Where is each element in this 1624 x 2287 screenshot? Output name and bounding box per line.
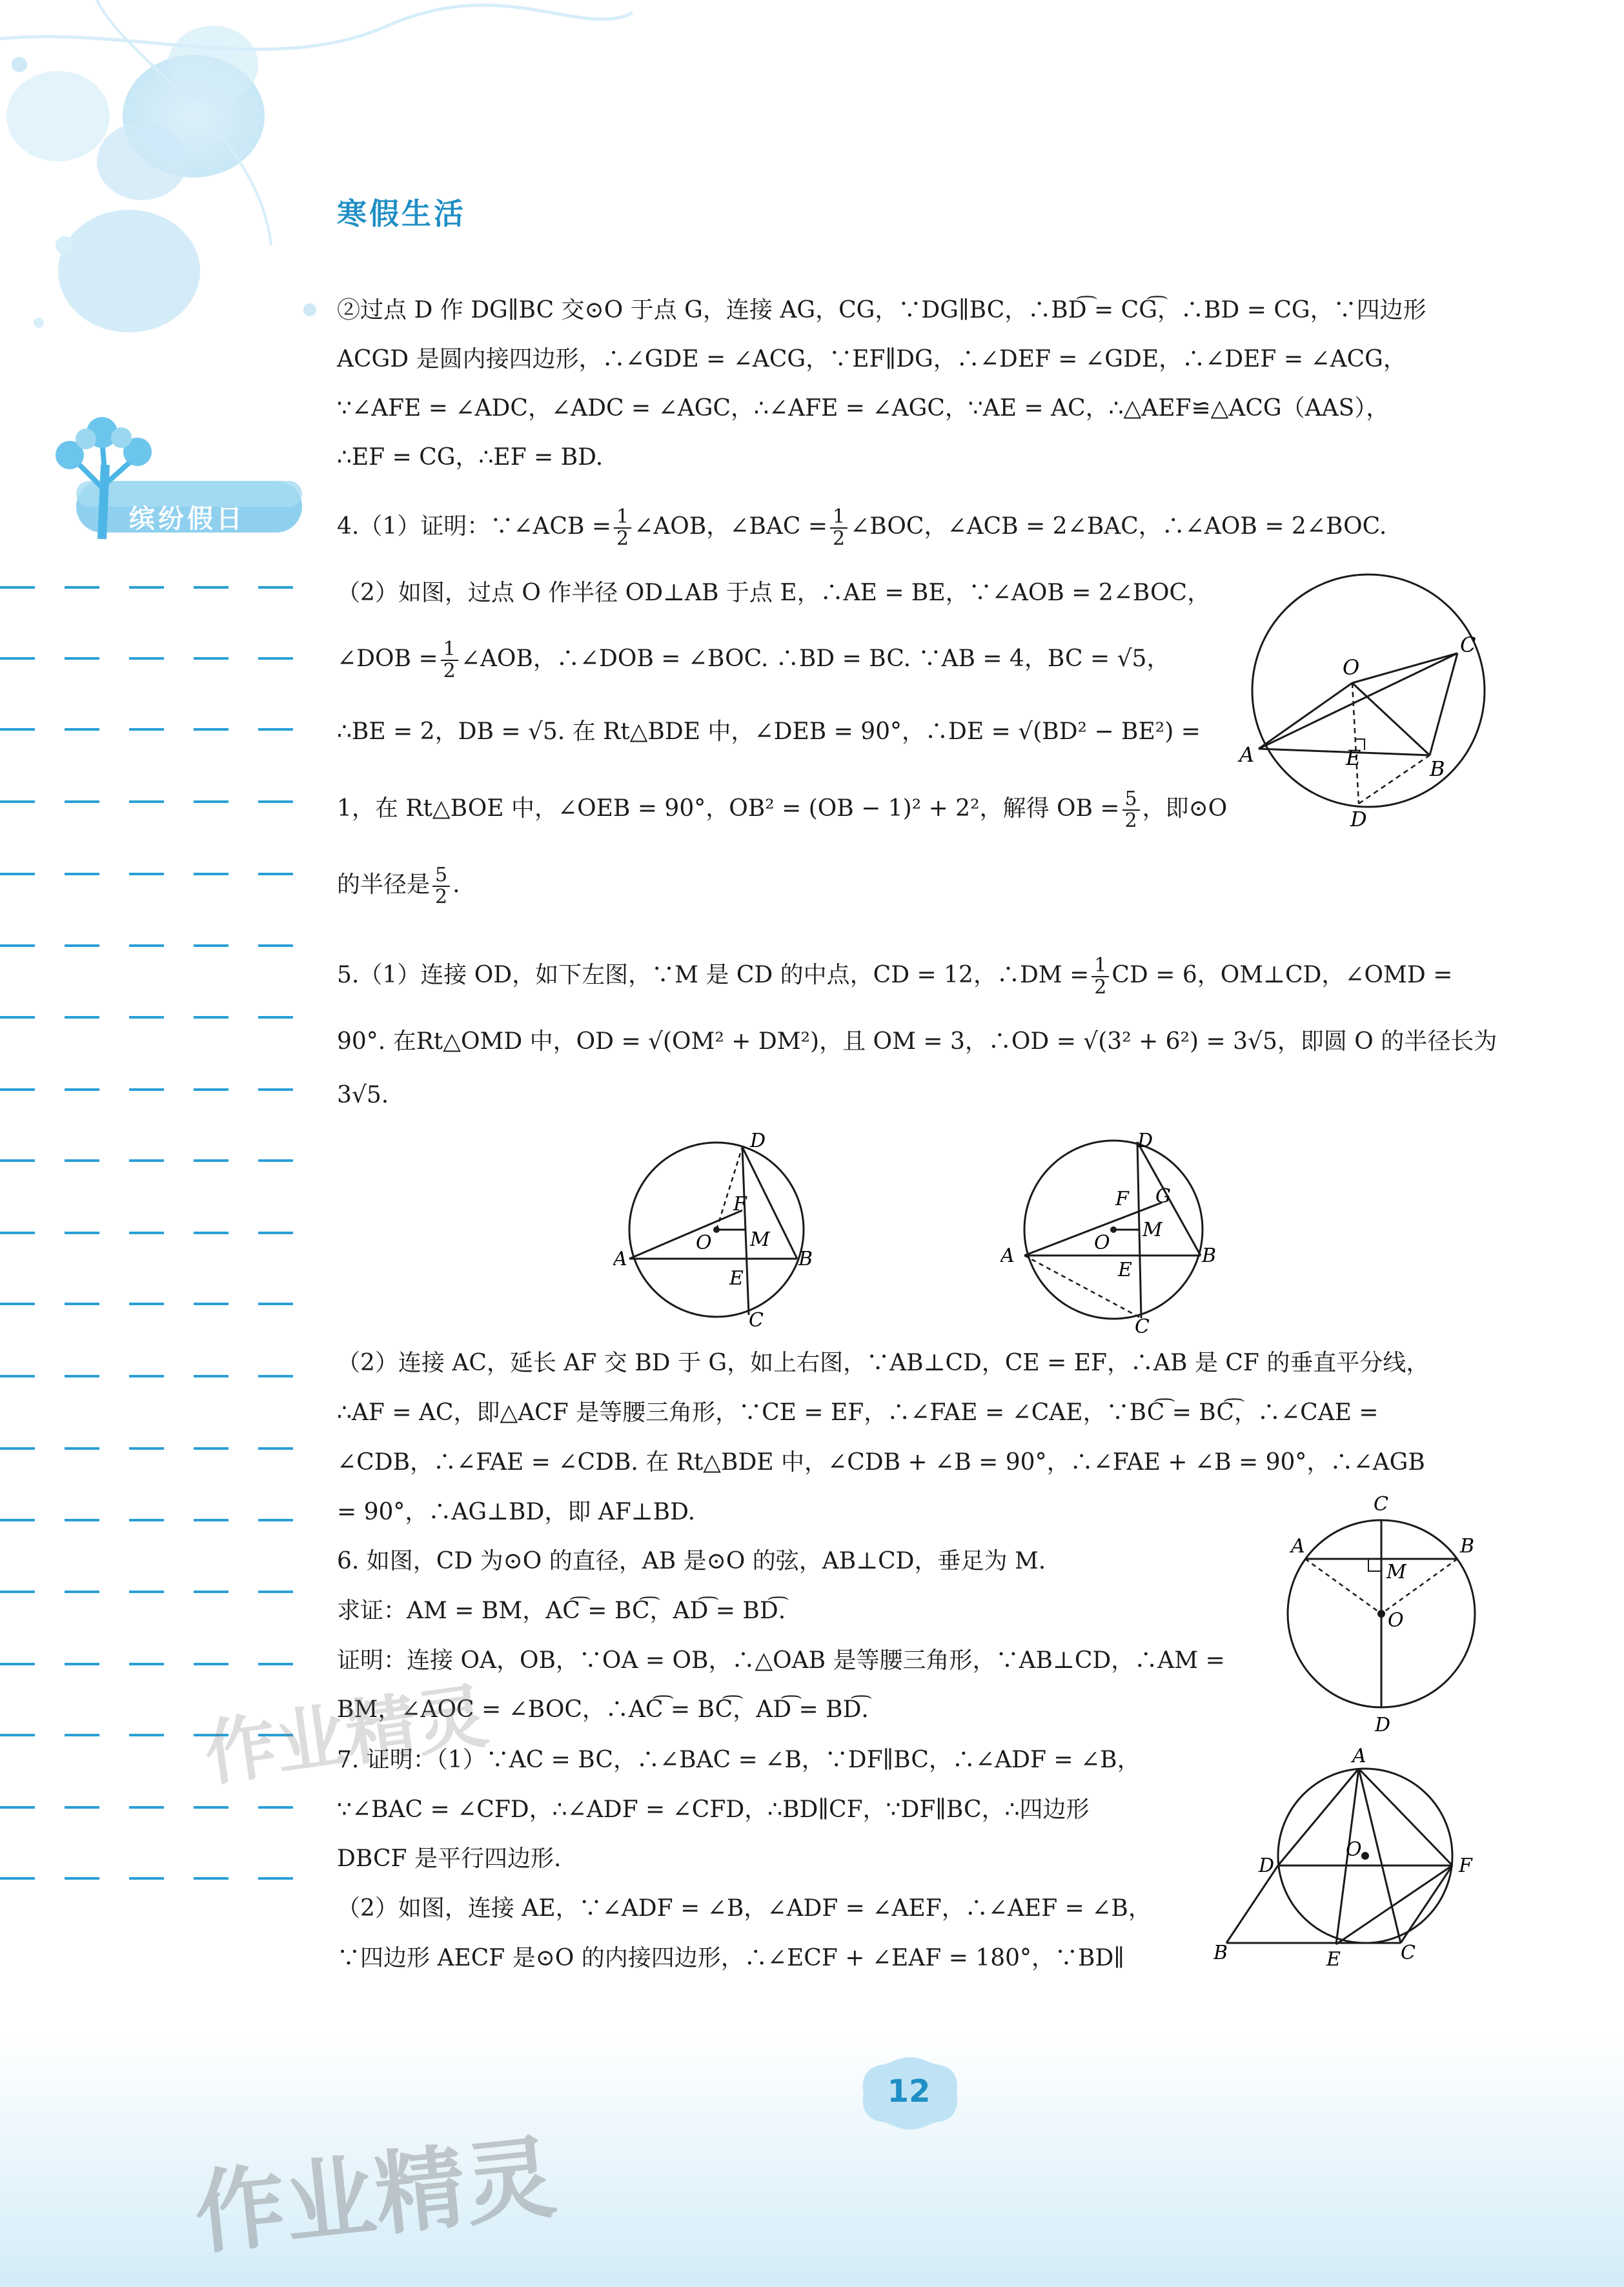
p2-line-2: ACGD 是圆内接四边形，∴∠GDE = ∠ACG，∵EF∥DG，∴∠DEF = ∠GDE，∴∠DEF = ∠ACG， [337,346,1406,372]
q5-2-line-3: ∠CDB，∴∠FAE = ∠CDB. 在 Rt△BDE 中，∠CDB + ∠B = 90°，∴∠FAE + ∠B = 90°，∴∠AGB [337,1449,1425,1476]
q6-circle-figure [1272,1491,1491,1740]
q5-line-2: 90°. 在Rt△OMD 中，OD = √(OM² + DM²)，且 OM = 3，∴OD = √(3² + 6²) = 3√5，即圆 O 的半径长为 [337,1028,1497,1055]
q4-2-line-1: （2）如图，过点 O 作半径 OD⊥AB 于点 E，∴AE = BE，∵∠AOB = 2∠BOC， [337,580,1211,606]
label-D: D [1350,807,1367,826]
label-D: D [750,1133,766,1152]
label-O: O [1388,1609,1404,1632]
label-O: O [696,1232,712,1254]
q5-line-3: 3√5. [337,1082,389,1108]
label-C: C [1374,1493,1388,1516]
p2-line-4: ∴EF = CG，∴EF = BD. [337,444,604,471]
q4-2-line-4 [337,789,1227,831]
label-M: M [1386,1561,1406,1583]
watermark-footer: 作业精灵 [190,2125,561,2268]
label-E: E [1118,1259,1132,1281]
q4-2-line-2 [337,639,1170,682]
frac-den: 2 [616,527,629,550]
q4-2-text-f: . [452,871,460,898]
label-B: B [798,1248,813,1270]
q4-1-text-b: ∠AOB，∠BAC = [634,513,828,540]
q6-line-3: 证明：连接 OA，OB，∵OA = OB，∴△OAB 是等腰三角形，∵AB⊥CD，∴AM = [337,1647,1225,1674]
section-title: 寒假生活 [337,196,466,231]
label-C: C [1401,1942,1416,1964]
q4-2-text-a: ∠DOB = [337,645,438,672]
q4-1-text-a: 4.（1）证明：∵∠ACB = [337,513,612,540]
sidebar-badge-label: 缤纷假日 [129,504,245,534]
p2-line-1: ②过点 D 作 DG∥BC 交⊙O 于点 G，连接 AG，CG，∵DG∥BC，∴BD͡ = CG͡，∴BD = CG，∵四边形 [337,297,1426,323]
frac-den: 2 [833,527,846,550]
q5-2-line-1: （2）连接 AC，延长 AF 交 BD 于 G，如上右图，∵AB⊥CD，CE = EF，∴AB 是 CF 的垂直平分线， [337,1350,1430,1376]
label-D: D [1137,1133,1153,1152]
frac-den: 2 [1124,809,1137,832]
q4-2-text-d: ，即⊙O [1142,795,1228,822]
label-F: F [1459,1855,1472,1877]
fraction-half [614,507,631,549]
q4-2-text-b: ∠AOB，∴∠DOB = ∠BOC. ∴BD = BC. ∵AB = 4，BC = √5， [460,645,1170,672]
frac-den: 2 [435,886,448,908]
label-O: O [1343,655,1360,680]
q7-line-5: ∵四边形 AECF 是⊙O 的内接四边形，∴∠ECF + ∠EAF = 180°，∵BD∥ [337,1945,1124,1971]
fraction-five-half [1122,789,1140,831]
q4-2-line-3: ∴BE = 2，DB = √5. 在 Rt△BDE 中，∠DEB = 90°，∴DE = √(BD² − BE²) = [337,718,1201,745]
frac-den: 2 [443,660,456,682]
frac-num: 1 [1091,955,1109,977]
label-A: A [1239,742,1255,767]
q4-2-text-e: 的半径是 [337,871,431,898]
label-C: C [749,1309,764,1332]
q4-1-text-c: ∠BOC，∠ACB = 2∠BAC，∴∠AOB = 2∠BOC. [850,513,1387,540]
q6-line-1: 6. 如图，CD 为⊙O 的直径，AB 是⊙O 的弦，AB⊥CD，垂足为 M. [337,1548,1046,1574]
label-B: B [1430,757,1445,781]
q5-right-circle-figure [1000,1133,1220,1333]
label-A: A [1352,1745,1366,1767]
q6-line-2: 求证：AM = BM，AC͡ = BC͡，AD͡ = BD͡. [337,1598,786,1624]
label-M: M [1142,1219,1162,1241]
label-B: B [1460,1535,1475,1558]
fraction-half [830,507,848,549]
q4-part1 [337,507,1386,549]
label-D: D [1375,1714,1391,1736]
q4-2-line-5 [337,865,460,908]
q7-line-3: DBCF 是平行四边形. [337,1845,562,1872]
fraction-five-half [432,865,450,908]
label-B: B [1213,1942,1228,1964]
frac-num: 1 [614,507,631,529]
label-A: A [1000,1245,1015,1267]
label-E: E [1346,746,1361,770]
label-F: F [1115,1188,1129,1210]
q5-left-circle-figure [613,1133,820,1333]
q4-2-text-c: 1，在 Rt△BOE 中，∠OEB = 90°，OB² = (OB − 1)² + 2²，解得 OB = [337,795,1120,822]
label-M: M [750,1228,770,1251]
q7-circle-figure [1213,1743,1485,1969]
label-E: E [729,1267,744,1290]
label-G: G [1155,1185,1171,1208]
frac-num: 5 [1122,789,1140,811]
q5-2-line-2: ∴AF = AC，即△ACF 是等腰三角形，∵CE = EF，∴∠FAE = ∠CAE，∵BC͡ = BC͡，∴∠CAE = [337,1399,1379,1426]
q5-text-a: 5.（1）连接 OD，如下左图，∵M 是 CD 的中点，CD = 12，∴DM = [337,962,1090,988]
q7-line-2: ∵∠BAC = ∠CFD，∴∠ADF = ∠CFD，∴BD∥CF，∵DF∥BC，∴四边形 [337,1796,1090,1823]
label-A: A [613,1248,627,1270]
label-C: C [1135,1316,1150,1333]
label-F: F [733,1193,747,1215]
frac-num: 1 [830,507,848,529]
label-D: D [1259,1855,1275,1877]
frac-den: 2 [1094,976,1107,999]
page-number: 12 [887,2073,931,2109]
q4-circle-figure [1226,568,1523,826]
header-floral-decoration [0,0,645,452]
q5-line-1 [337,955,1452,998]
label-A: A [1291,1535,1305,1558]
q7-line-4: （2）如图，连接 AE，∵∠ADF = ∠B，∠ADF = ∠AEF，∴∠AEF = ∠B， [337,1895,1152,1922]
watermark-mid: 作业精灵 [199,1674,493,1796]
label-O: O [1346,1838,1362,1861]
fraction-half [1091,955,1109,998]
label-B: B [1202,1245,1217,1267]
label-C: C [1460,633,1476,657]
frac-num: 5 [432,865,450,887]
label-O: O [1094,1232,1110,1254]
q6-line-4: BM，∠AOC = ∠BOC，∴AC͡ = BC͡，AD͡ = BD͡. [337,1696,869,1723]
q5-text-b: CD = 6，OM⊥CD，∠OMD = [1111,962,1453,988]
p2-line-3: ∵∠AFE = ∠ADC，∠ADC = ∠AGC，∴∠AFE = ∠AGC，∵AE = AC，∴△AEF≌△ACG（AAS）， [337,395,1390,422]
q7-line-1: 7. 证明：（1）∵AC = BC，∴∠BAC = ∠B，∵DF∥BC，∴∠ADF = ∠B， [337,1747,1141,1773]
q5-2-line-4: = 90°，∴AG⊥BD，即 AF⊥BD. [337,1499,696,1525]
fraction-half [441,639,458,682]
frac-num: 1 [441,639,458,661]
label-E: E [1326,1948,1341,1969]
